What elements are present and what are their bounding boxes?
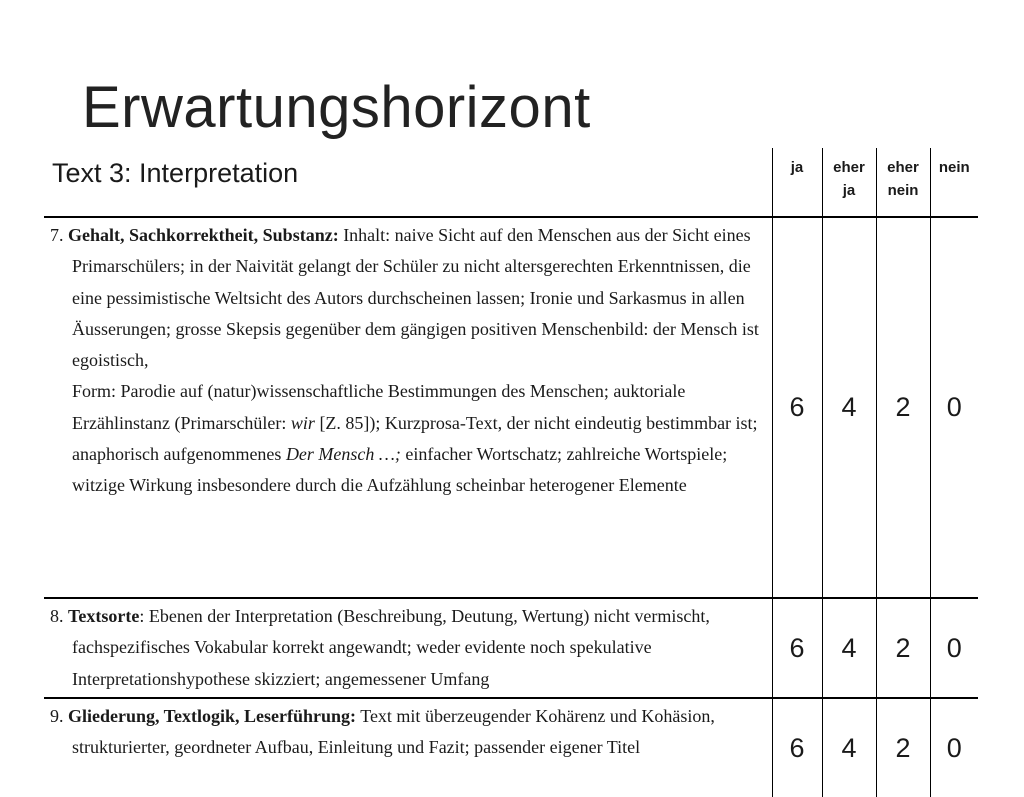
table-row — [44, 217, 978, 598]
criterion-heading: Gliederung, Textlogik, Leserführung: — [68, 706, 357, 726]
score-ja: 6 — [772, 217, 822, 598]
score-nein: 0 — [946, 732, 962, 763]
table-header-row — [44, 148, 978, 217]
table-row — [44, 598, 978, 698]
score-nein: 0 — [930, 598, 978, 698]
score-eher-ja: 4 — [822, 698, 876, 797]
score-eher-ja: 4 — [822, 217, 876, 598]
score-eher-nein: 2 — [876, 698, 930, 797]
criterion-number: 9. — [50, 706, 64, 726]
column-header-eher-ja — [822, 148, 876, 217]
criterion-text-end: einfacher Wortschatz; zahlreiche Wortspiele; witzige Wirkung insbesondere durch die Aufzählung scheinbar heterogener Elemente — [72, 444, 728, 496]
score-eher-nein: 2 — [876, 598, 930, 698]
column-header-eher-nein-line2: nein — [887, 182, 919, 199]
column-header-eher-nein-line1: eher — [887, 159, 919, 176]
criterion-number: 7. — [50, 225, 64, 245]
evaluation-table — [44, 148, 978, 797]
score-eher-nein: 2 — [876, 217, 930, 598]
column-header-ja — [772, 148, 822, 217]
score-ja: 6 — [772, 698, 822, 797]
table-title: Text 3: Interpretation — [44, 148, 772, 217]
criterion-heading: Textsorte — [68, 606, 140, 626]
column-header-eher-ja-line2: ja — [842, 182, 856, 199]
criterion-text: : Ebenen der Interpretation (Beschreibung, Deutung, Wertung) nicht vermischt, fachspezifisches Vokabular korrekt angewandt; weder evidente noch spekulative Interpretationshypothese skizziert; angemessener Umfang — [72, 606, 710, 689]
column-header-eher-ja-line1: eher — [833, 159, 865, 176]
criterion-italic-2: Der Mensch …; — [285, 444, 401, 465]
criterion-number: 8. — [50, 606, 64, 626]
criterion-heading: Gehalt, Sachkorrektheit, Substanz: — [68, 225, 339, 245]
criterion-italic: wir — [290, 412, 315, 433]
criterion-text: Inhalt: naive Sicht auf den Menschen aus der Sicht eines Primarschülers; in der Naivität gelangt der Schüler zu nicht altersgerechten Erkenntnissen, die eine pessimistische Weltsicht des Autors durchscheinen lassen; Ironie und Sarkasmus in allen Äusserungen; grosse Skepsis gegenüber dem gängigen positiven Menschenbild: der Mensch ist egoistisch, — [72, 225, 759, 371]
score-nein: 0 — [930, 217, 978, 598]
criterion-text-form: Form: Parodie auf (natur)wissenschaftliche Bestimmungen des Menschen; auktoriale Erzählinstanz (Primarschüler: — [72, 381, 686, 433]
criterion-text: Text mit überzeugender Kohärenz und Kohäsion, strukturierter, geordneter Aufbau, Einleitung und Fazit; passender eigener Titel — [72, 706, 715, 758]
column-header-ja-label: ja — [790, 159, 804, 176]
criterion-7 — [44, 217, 772, 598]
table-row — [44, 698, 978, 797]
criterion-9 — [44, 698, 772, 797]
score-eher-ja: 4 — [822, 598, 876, 698]
criterion-8 — [44, 598, 772, 698]
criterion-text-cont: [Z. 85]); Kurzprosa-Text, der nicht eindeutig bestimmbar ist; anaphorisch aufgenommenes — [72, 412, 758, 465]
column-header-nein — [930, 148, 978, 217]
score-ja: 6 — [772, 598, 822, 698]
column-header-nein-label: nein — [938, 159, 970, 176]
slide-title: Erwartungshorizont — [82, 75, 591, 140]
column-header-eher-nein — [876, 148, 930, 217]
